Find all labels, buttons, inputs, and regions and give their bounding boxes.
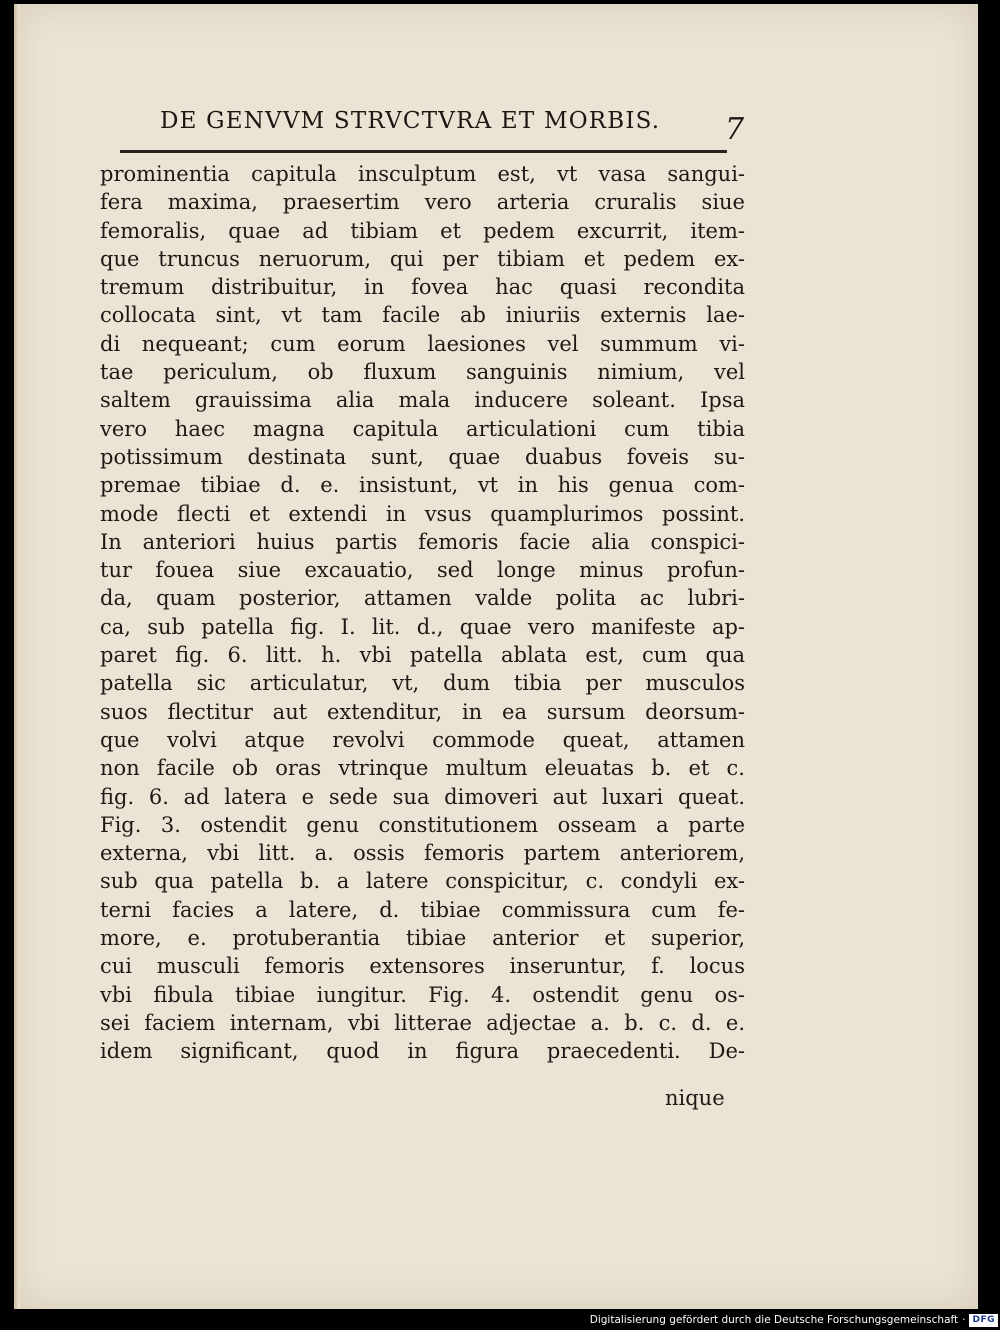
body-text bbox=[100, 160, 745, 1066]
dfg-logo-icon: DFG bbox=[969, 1314, 998, 1327]
page-number: 7 bbox=[725, 112, 745, 147]
text-line: que volvi atque revolvi commode queat, attamen bbox=[100, 727, 745, 752]
text-line: femoralis, quae ad tibiam et pedem excurrit, item- bbox=[100, 218, 745, 243]
text-line: externa, vbi litt. a. ossis femoris partem anteriorem, bbox=[100, 841, 745, 866]
text-line: prominentia capitula insculptum est, vt vasa sangui- bbox=[100, 162, 745, 186]
text-line: que truncus neruorum, qui per tibiam et pedem ex- bbox=[100, 246, 745, 271]
text-line: potissimum destinata sunt, quae duabus foveis su- bbox=[100, 444, 745, 469]
running-title: DE GENVVM STRVCTVRA ET MORBIS. bbox=[160, 108, 661, 134]
digitization-credit-footer bbox=[589, 1311, 998, 1329]
text-line: tur fouea siue excauatio, sed longe minus profun- bbox=[100, 558, 745, 583]
page-gutter-shadow bbox=[14, 4, 20, 1309]
text-line: collocata sint, vt tam facile ab iniuriis externis lae- bbox=[100, 303, 745, 328]
footer-credit-text: Digitalisierung gefördert durch die Deutsche Forschungsgemeinschaft bbox=[589, 1314, 959, 1326]
text-line: paret fig. 6. litt. h. vbi patella ablata est, cum qua bbox=[100, 643, 745, 668]
text-line: vero haec magna capitula articulationi cum tibia bbox=[100, 416, 745, 441]
text-line: fig. 6. ad latera e sede sua dimoveri aut luxari queat. bbox=[100, 784, 745, 809]
text-line: di nequeant; cum eorum laesiones vel summum vi- bbox=[100, 331, 745, 356]
text-line: tae periculum, ob fluxum sanguinis nimium, vel bbox=[100, 360, 745, 385]
text-line: patella sic articulatur, vt, dum tibia per musculos bbox=[100, 671, 745, 696]
text-line: premae tibiae d. e. insistunt, vt in his genua com- bbox=[100, 473, 745, 498]
text-line: cui musculi femoris extensores inseruntur, f. locus bbox=[100, 954, 745, 979]
text-line: saltem grauissima alia mala inducere soleant. Ipsa bbox=[100, 388, 745, 413]
text-line: ca, sub patella fig. I. lit. d., quae vero manifeste ap- bbox=[100, 614, 745, 639]
text-line: mode flecti et extendi in vsus quamplurimos possint. bbox=[100, 501, 745, 526]
text-line: terni facies a latere, d. tibiae commissura cum fe- bbox=[100, 897, 745, 922]
text-line: idem significant, quod in figura praecedenti. De- bbox=[100, 1039, 745, 1064]
text-line: sei faciem internam, vbi litterae adjectae a. b. c. d. e. bbox=[100, 1010, 745, 1035]
catchword: nique bbox=[665, 1086, 725, 1110]
text-line: Fig. 3. ostendit genu constitutionem osseam a parte bbox=[100, 812, 745, 837]
text-line: da, quam posterior, attamen valde polita ac lubri- bbox=[100, 586, 745, 611]
text-line: non facile ob oras vtrinque multum eleuatas b. et c. bbox=[100, 756, 745, 781]
footer-separator: · bbox=[962, 1314, 966, 1326]
text-line: fera maxima, praesertim vero arteria cruralis siue bbox=[100, 190, 745, 215]
text-line: In anteriori huius partis femoris facie alia conspici- bbox=[100, 529, 745, 554]
text-line: suos flectitur aut extenditur, in ea sursum deorsum- bbox=[100, 699, 745, 724]
text-line: more, e. protuberantia tibiae anterior et superior, bbox=[100, 926, 745, 951]
text-line: sub qua patella b. a latere conspicitur, c. condyli ex- bbox=[100, 869, 745, 894]
text-line: tremum distribuitur, in fovea hac quasi recondita bbox=[100, 275, 745, 300]
header-rule bbox=[120, 150, 727, 153]
text-line: vbi fibula tibiae iungitur. Fig. 4. ostendit genu os- bbox=[100, 982, 745, 1007]
